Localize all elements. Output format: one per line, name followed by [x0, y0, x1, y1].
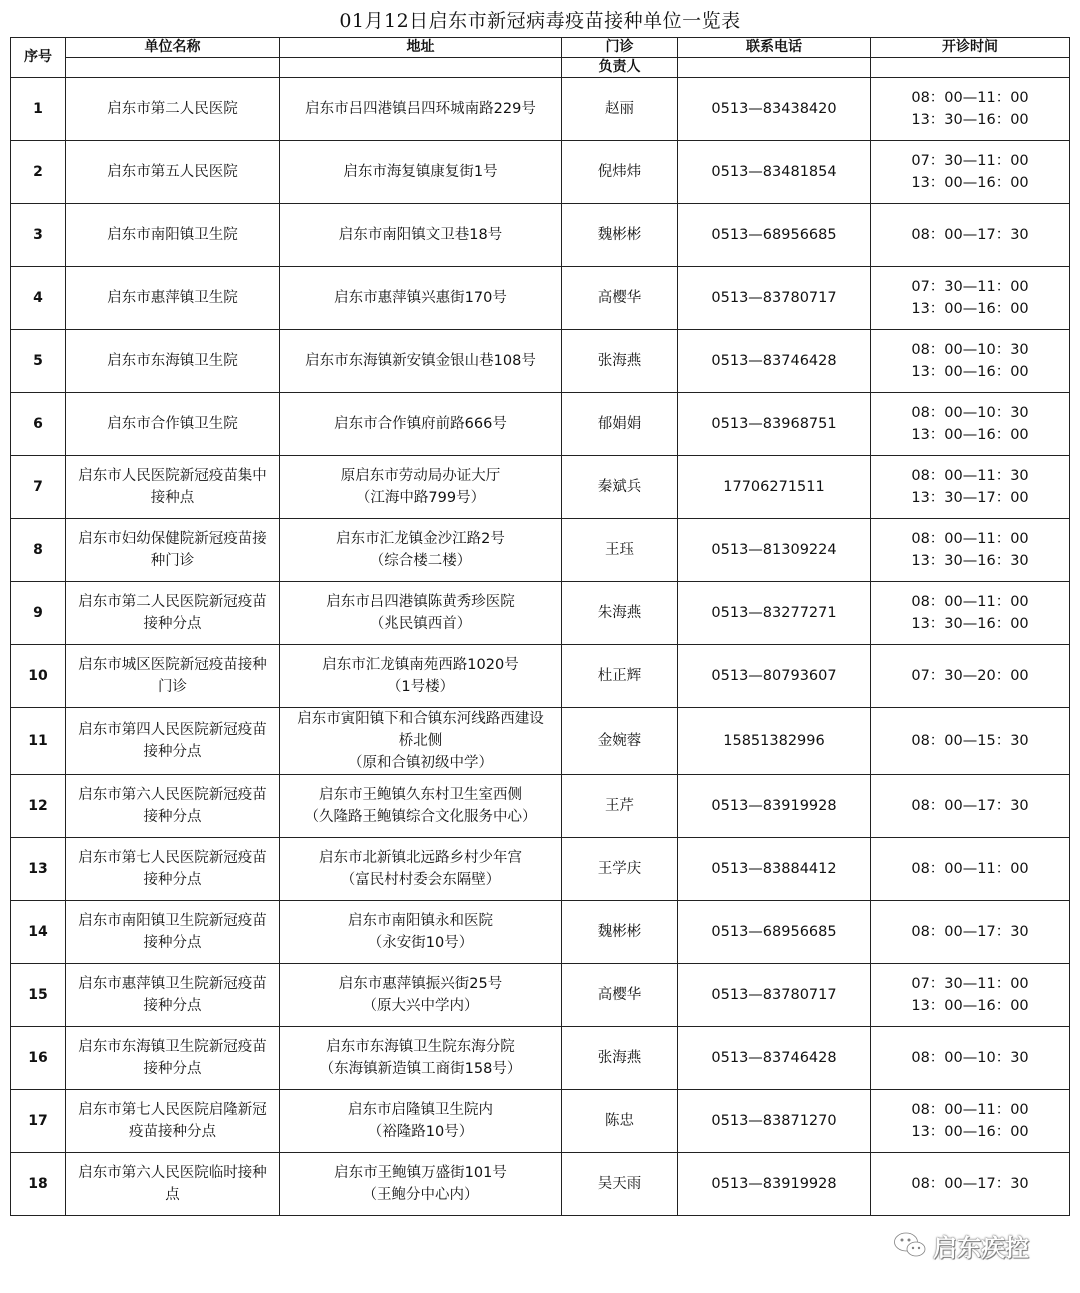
cell-seq: 14	[11, 901, 66, 964]
table-row	[11, 78, 1070, 141]
header-phone: 联系电话	[678, 38, 871, 58]
cell-unit-name: 启东市第七人民医院启隆新冠 疫苗接种分点	[66, 1090, 280, 1153]
cell-address: 原启东市劳动局办证大厅 （江海中路799号）	[280, 456, 562, 519]
cell-address: 启东市南阳镇永和医院 （永安街10号）	[280, 901, 562, 964]
cell-phone: 0513—83481854	[678, 141, 871, 204]
cell-seq: 9	[11, 582, 66, 645]
cell-seq: 1	[11, 78, 66, 141]
header-address: 地址	[280, 38, 562, 58]
cell-person: 王芹	[562, 775, 678, 838]
header-seq: 序号	[11, 38, 66, 78]
cell-hours: 08：00—15：30	[871, 708, 1070, 775]
header-person: 负责人	[562, 58, 678, 78]
table-row	[11, 964, 1070, 1027]
page-title: 01月12日启东市新冠病毒疫苗接种单位一览表	[339, 10, 741, 32]
cell-seq: 16	[11, 1027, 66, 1090]
table-row	[11, 582, 1070, 645]
cell-hours: 07：30—11：00 13：00—16：00	[871, 964, 1070, 1027]
cell-person: 倪炜炜	[562, 141, 678, 204]
cell-unit-name: 启东市城区医院新冠疫苗接种 门诊	[66, 645, 280, 708]
header-row-2	[11, 58, 1070, 78]
table-row	[11, 1027, 1070, 1090]
table-row	[11, 708, 1070, 775]
cell-phone: 0513—83746428	[678, 1027, 871, 1090]
cell-seq: 8	[11, 519, 66, 582]
cell-address: 启东市汇龙镇南苑西路1020号 （1号楼）	[280, 645, 562, 708]
cell-person: 张海燕	[562, 1027, 678, 1090]
cell-address: 启东市海复镇康复街1号	[280, 141, 562, 204]
cell-unit-name: 启东市第六人民医院新冠疫苗 接种分点	[66, 775, 280, 838]
cell-address: 启东市吕四港镇吕四环城南路229号	[280, 78, 562, 141]
cell-unit-name: 启东市惠萍镇卫生院	[66, 267, 280, 330]
cell-seq: 12	[11, 775, 66, 838]
cell-unit-name: 启东市第二人民医院新冠疫苗 接种分点	[66, 582, 280, 645]
cell-phone: 0513—83919928	[678, 775, 871, 838]
cell-unit-name: 启东市妇幼保健院新冠疫苗接 种门诊	[66, 519, 280, 582]
cell-person: 陈忠	[562, 1090, 678, 1153]
cell-address: 启东市北新镇北远路乡村少年宫 （富民村村委会东隔壁）	[280, 838, 562, 901]
cell-phone: 17706271511	[678, 456, 871, 519]
cell-unit-name: 启东市东海镇卫生院	[66, 330, 280, 393]
cell-person: 朱海燕	[562, 582, 678, 645]
cell-seq: 4	[11, 267, 66, 330]
header-clinic: 门诊	[562, 38, 678, 58]
vaccination-sites-table	[10, 37, 1070, 1216]
cell-person: 张海燕	[562, 330, 678, 393]
cell-unit-name: 启东市惠萍镇卫生院新冠疫苗 接种分点	[66, 964, 280, 1027]
table-row	[11, 901, 1070, 964]
header-phone-blank	[678, 58, 871, 78]
header-address-blank	[280, 58, 562, 78]
cell-phone: 0513—83871270	[678, 1090, 871, 1153]
cell-seq: 2	[11, 141, 66, 204]
cell-phone: 0513—81309224	[678, 519, 871, 582]
table-row	[11, 204, 1070, 267]
cell-seq: 5	[11, 330, 66, 393]
cell-phone: 0513—68956685	[678, 204, 871, 267]
cell-seq: 18	[11, 1153, 66, 1216]
cell-hours: 08：00—17：30	[871, 901, 1070, 964]
cell-hours: 08：00—11：00 13：00—16：00	[871, 1090, 1070, 1153]
cell-address: 启东市启隆镇卫生院内 （裕隆路10号）	[280, 1090, 562, 1153]
cell-address: 启东市王鲍镇万盛街101号 （王鲍分中心内）	[280, 1153, 562, 1216]
header-hours: 开诊时间	[871, 38, 1070, 58]
cell-unit-name: 启东市第六人民医院临时接种 点	[66, 1153, 280, 1216]
cell-phone: 0513—68956685	[678, 901, 871, 964]
cell-address: 启东市汇龙镇金沙江路2号 （综合楼二楼）	[280, 519, 562, 582]
table-row	[11, 519, 1070, 582]
cell-person: 赵丽	[562, 78, 678, 141]
header-row	[11, 38, 1070, 58]
table-row	[11, 1090, 1070, 1153]
cell-person: 高樱华	[562, 267, 678, 330]
cell-person: 魏彬彬	[562, 901, 678, 964]
cell-seq: 17	[11, 1090, 66, 1153]
table-row	[11, 645, 1070, 708]
table-row	[11, 775, 1070, 838]
cell-phone: 0513—83884412	[678, 838, 871, 901]
cell-hours: 08：00—11：00 13：30—16：30	[871, 519, 1070, 582]
cell-unit-name: 启东市第二人民医院	[66, 78, 280, 141]
table-row	[11, 267, 1070, 330]
table-row	[11, 330, 1070, 393]
cell-address: 启东市寅阳镇下和合镇东河线路西建设 桥北侧 （原和合镇初级中学）	[280, 708, 562, 775]
cell-person: 王学庆	[562, 838, 678, 901]
cell-phone: 0513—83746428	[678, 330, 871, 393]
cell-phone: 0513—83780717	[678, 964, 871, 1027]
header-name: 单位名称	[66, 38, 280, 58]
cell-unit-name: 启东市南阳镇卫生院新冠疫苗 接种分点	[66, 901, 280, 964]
cell-hours: 08：00—10：30 13：00—16：00	[871, 393, 1070, 456]
table-row	[11, 141, 1070, 204]
cell-person: 吴天雨	[562, 1153, 678, 1216]
cell-address: 启东市南阳镇文卫巷18号	[280, 204, 562, 267]
cell-hours: 08：00—11：00	[871, 838, 1070, 901]
cell-address: 启东市惠萍镇振兴街25号 （原大兴中学内）	[280, 964, 562, 1027]
cell-phone: 0513—83919928	[678, 1153, 871, 1216]
header-name-blank	[66, 58, 280, 78]
cell-phone: 0513—83968751	[678, 393, 871, 456]
cell-unit-name: 启东市第四人民医院新冠疫苗 接种分点	[66, 708, 280, 775]
cell-person: 郁娟娟	[562, 393, 678, 456]
watermark	[893, 1228, 1029, 1262]
table-row	[11, 393, 1070, 456]
cell-unit-name: 启东市东海镇卫生院新冠疫苗 接种分点	[66, 1027, 280, 1090]
cell-seq: 3	[11, 204, 66, 267]
cell-address: 启东市合作镇府前路666号	[280, 393, 562, 456]
cell-phone: 0513—83277271	[678, 582, 871, 645]
cell-unit-name: 启东市人民医院新冠疫苗集中 接种点	[66, 456, 280, 519]
cell-unit-name: 启东市南阳镇卫生院	[66, 204, 280, 267]
cell-seq: 7	[11, 456, 66, 519]
cell-seq: 15	[11, 964, 66, 1027]
cell-unit-name: 启东市第五人民医院	[66, 141, 280, 204]
cell-person: 王珏	[562, 519, 678, 582]
cell-hours: 08：00—11：30 13：30—17：00	[871, 456, 1070, 519]
cell-address: 启东市惠萍镇兴惠街170号	[280, 267, 562, 330]
cell-hours: 07：30—11：00 13：00—16：00	[871, 267, 1070, 330]
cell-seq: 10	[11, 645, 66, 708]
cell-address: 启东市吕四港镇陈黄秀珍医院 （兆民镇西首）	[280, 582, 562, 645]
cell-hours: 08：00—17：30	[871, 775, 1070, 838]
cell-hours: 08：00—10：30 13：00—16：00	[871, 330, 1070, 393]
cell-phone: 0513—83438420	[678, 78, 871, 141]
cell-unit-name: 启东市第七人民医院新冠疫苗 接种分点	[66, 838, 280, 901]
table-row	[11, 456, 1070, 519]
cell-phone: 15851382996	[678, 708, 871, 775]
cell-hours: 07：30—20：00	[871, 645, 1070, 708]
cell-person: 魏彬彬	[562, 204, 678, 267]
cell-phone: 0513—83780717	[678, 267, 871, 330]
watermark-text: 启东疾控	[933, 1233, 1029, 1262]
cell-address: 启东市王鲍镇久东村卫生室西侧 （久隆路王鲍镇综合文化服务中心）	[280, 775, 562, 838]
table-row	[11, 1153, 1070, 1216]
cell-unit-name: 启东市合作镇卫生院	[66, 393, 280, 456]
cell-person: 秦斌兵	[562, 456, 678, 519]
cell-hours: 08：00—11：00 13：30—16：00	[871, 582, 1070, 645]
cell-person: 高樱华	[562, 964, 678, 1027]
cell-seq: 11	[11, 708, 66, 775]
cell-hours: 08：00—10：30	[871, 1027, 1070, 1090]
cell-seq: 13	[11, 838, 66, 901]
header-hours-blank	[871, 58, 1070, 78]
cell-address: 启东市东海镇新安镇金银山巷108号	[280, 330, 562, 393]
cell-hours: 08：00—11：00 13：30—16：00	[871, 78, 1070, 141]
cell-address: 启东市东海镇卫生院东海分院 （东海镇新造镇工商街158号）	[280, 1027, 562, 1090]
cell-hours: 08：00—17：30	[871, 204, 1070, 267]
cell-person: 杜正辉	[562, 645, 678, 708]
cell-hours: 08：00—17：30	[871, 1153, 1070, 1216]
cell-hours: 07：30—11：00 13：00—16：00	[871, 141, 1070, 204]
cell-person: 金婉蓉	[562, 708, 678, 775]
cell-phone: 0513—80793607	[678, 645, 871, 708]
table-row	[11, 838, 1070, 901]
wechat-icon	[893, 1231, 927, 1259]
cell-seq: 6	[11, 393, 66, 456]
